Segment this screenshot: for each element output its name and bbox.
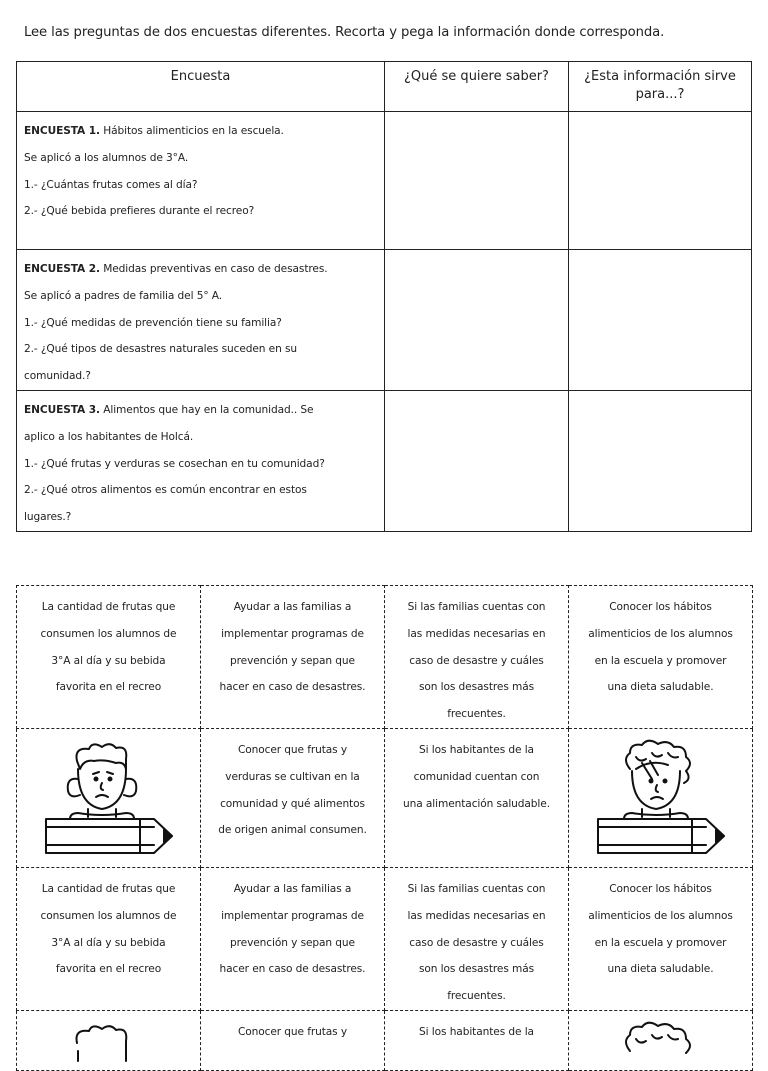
card-text: 3°A al día y su bebida (51, 936, 166, 949)
header-sirve-para: ¿Esta información sirve para...? (569, 62, 752, 112)
cutout-card[interactable] (569, 867, 753, 1010)
card-text: implementar programas de (221, 909, 364, 922)
card-text: caso de desastre y cuáles (409, 936, 544, 949)
survey-2-line: Se aplicó a padres de familia del 5° A. (24, 289, 223, 302)
survey-3-line: lugares.? (24, 511, 72, 524)
cutout-card[interactable] (385, 586, 569, 729)
cutout-card[interactable] (17, 867, 201, 1010)
survey-table (16, 61, 752, 532)
card-text: son los desastres más (418, 681, 535, 694)
card-text: consumen los alumnos de (40, 909, 177, 922)
girl-illustration-cell (569, 1010, 753, 1070)
table-row (17, 390, 752, 531)
survey-3-line: 1.- ¿Qué frutas y verduras se cosechan en tu comunidad? (24, 457, 325, 470)
card-text: alimenticios de los alumnos (588, 627, 733, 640)
card-text: Ayudar a las familias a (233, 601, 352, 613)
cutout-card[interactable] (385, 867, 569, 1010)
cutout-card[interactable] (17, 586, 201, 729)
survey-1-line: Se aplicó a los alumnos de 3°A. (24, 151, 189, 164)
card-text: hacer en caso de desastres. (219, 681, 366, 694)
cutout-row (17, 728, 753, 867)
card-text: La cantidad de frutas que (41, 882, 176, 895)
card-text: Si las familias cuentas con (407, 882, 546, 895)
card-text: 3°A al día y su bebida (51, 654, 166, 667)
card-text: Ayudar a las familias a (233, 882, 352, 895)
cutout-card[interactable] (201, 586, 385, 729)
card-text: favorita en el recreo (55, 963, 162, 976)
card-text: alimenticios de los alumnos (588, 909, 733, 922)
girl-illustration-cell (569, 728, 753, 867)
instructions: Lee las preguntas de dos encuestas diferentes. Recorta y pega la información donde corresponda. (24, 25, 665, 40)
answer-cell-empty (385, 112, 569, 250)
cutout-card[interactable] (385, 1010, 569, 1070)
survey-2-line: Medidas preventivas en caso de desastres. (103, 263, 328, 275)
card-text: frecuentes. (447, 708, 506, 721)
card-text: La cantidad de frutas que (41, 601, 176, 613)
boy-illustration-cell (17, 1010, 201, 1070)
header-que-se-quiere-saber: ¿Qué se quiere saber? (385, 62, 569, 112)
survey-1-title: ENCUESTA 1. (24, 125, 100, 137)
survey-2-line: comunidad.? (24, 370, 91, 383)
card-text: Conocer los hábitos (609, 882, 712, 895)
table-row (17, 112, 752, 250)
card-text: hacer en caso de desastres. (219, 963, 366, 976)
card-text: son los desastres más (418, 963, 535, 976)
table-header-row (17, 62, 752, 112)
card-text: una dieta saludable. (607, 681, 714, 694)
card-text: de origen animal consumen. (218, 824, 367, 837)
cutout-row (17, 586, 753, 729)
table-row (17, 250, 752, 391)
card-text: caso de desastre y cuáles (409, 654, 544, 667)
card-text: implementar programas de (221, 627, 364, 640)
cutout-card[interactable] (201, 867, 385, 1010)
card-text: consumen los alumnos de (40, 627, 177, 640)
survey-1-line: 2.- ¿Qué bebida prefieres durante el recreo? (24, 205, 255, 218)
cutout-card[interactable] (201, 1010, 385, 1070)
card-text: las medidas necesarias en (407, 909, 546, 922)
boy-with-pencil-icon (44, 739, 174, 859)
card-text: frecuentes. (447, 990, 506, 1003)
cutout-grid (16, 585, 752, 1071)
cutout-card[interactable] (569, 586, 753, 729)
survey-2-title: ENCUESTA 2. (24, 263, 100, 275)
cutout-row (17, 867, 753, 1010)
card-text: Conocer que frutas y (237, 743, 348, 756)
survey-3-title: ENCUESTA 3. (24, 403, 100, 416)
boy-illustration-cell (17, 728, 201, 867)
survey-1-line: 1.- ¿Cuántas frutas comes al día? (24, 178, 198, 191)
card-text: en la escuela y promover (594, 936, 727, 949)
card-text: prevención y sepan que (230, 936, 355, 949)
answer-cell-empty (385, 390, 569, 531)
card-text: Conocer los hábitos (609, 601, 712, 613)
card-text: Si los habitantes de la (419, 1025, 534, 1038)
answer-cell-empty (569, 390, 752, 531)
card-text: favorita en el recreo (55, 681, 162, 694)
card-text: Conocer que frutas y (237, 1025, 348, 1038)
card-text: las medidas necesarias en (407, 627, 546, 640)
girl-with-pencil-icon (596, 739, 726, 859)
survey-3-line: aplico a los habitantes de Holcá. (24, 430, 194, 443)
card-text: prevención y sepan que (230, 654, 355, 667)
answer-cell-empty (569, 250, 752, 391)
survey-3-line: Alimentos que hay en la comunidad.. Se (103, 403, 314, 416)
cutout-card[interactable] (385, 728, 569, 867)
card-text: una dieta saludable. (607, 963, 714, 976)
header-encuesta: Encuesta (17, 62, 385, 112)
survey-3-cell (17, 390, 385, 531)
boy-with-pencil-icon (44, 1021, 174, 1061)
cutout-row (17, 1010, 753, 1070)
survey-3-line: 2.- ¿Qué otros alimentos es común encontrar en estos (24, 484, 307, 497)
card-text: Si las familias cuentas con (407, 601, 546, 613)
survey-1-line: Hábitos alimenticios en la escuela. (103, 125, 284, 137)
survey-2-line: 1.- ¿Qué medidas de prevención tiene su familia? (24, 316, 282, 329)
card-text: comunidad cuentan con (413, 770, 540, 783)
card-text: en la escuela y promover (594, 654, 727, 667)
survey-1-cell (17, 112, 385, 250)
answer-cell-empty (569, 112, 752, 250)
cutout-card[interactable] (201, 728, 385, 867)
answer-cell-empty (385, 250, 569, 391)
card-text: verduras se cultivan en la (225, 770, 360, 783)
survey-2-line: 2.- ¿Qué tipos de desastres naturales suceden en su (24, 343, 298, 356)
card-text: una alimentación saludable. (403, 797, 550, 810)
card-text: Si los habitantes de la (419, 743, 534, 756)
survey-2-cell (17, 250, 385, 391)
girl-with-pencil-icon (596, 1021, 726, 1061)
card-text: comunidad y qué alimentos (220, 797, 365, 810)
